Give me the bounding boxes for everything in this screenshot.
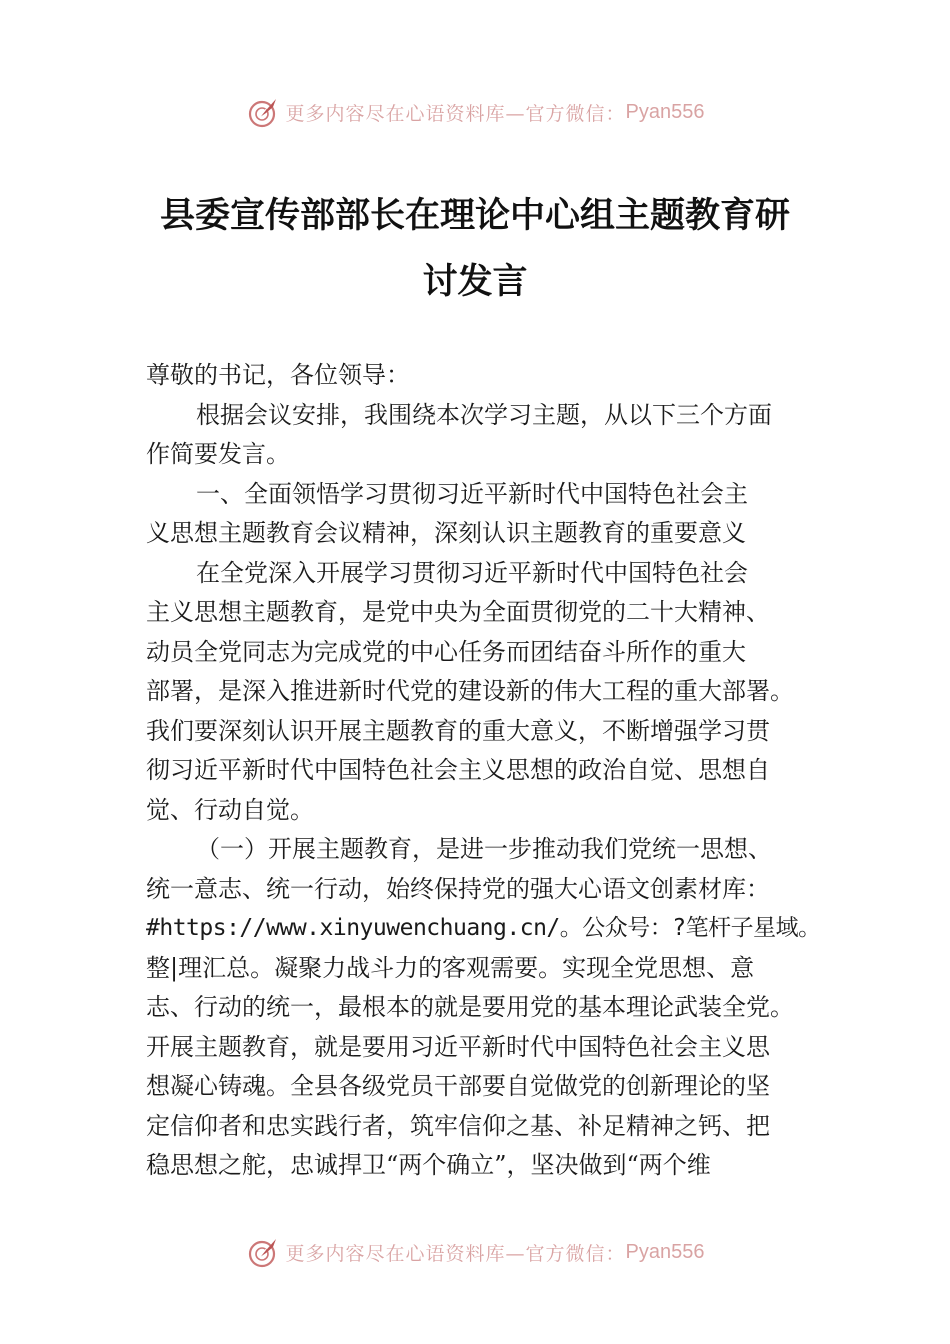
section-heading-line: 义思想主题教育会议精神，深刻认识主题教育的重要意义 [146,519,746,547]
watermark-text: 更多内容尽在心语资料库—官方微信： [285,102,626,125]
body-line: 根据会议安排，我围绕本次学习主题，从以下三个方面 [196,400,772,429]
document-body [146,356,836,1186]
body-line: 稳思想之舵，忠诚捍卫“两个确立”，坚决做到“两个维 [146,1151,711,1179]
body-line: 作简要发言。 [146,440,290,468]
body-line: 我们要深刻认识开展主题教育的重大意义，不断增强学习贯 [146,716,770,745]
body-line: 开展主题教育，就是要用习近平新时代中国特色社会主义思 [146,1032,770,1061]
body-line: 志、行动的统一，最根本的就是要用党的基本理论武装全党。 [146,993,794,1021]
header-watermark-banner [0,92,950,132]
salutation: 尊敬的书记，各位领导： [146,361,410,389]
quill-seal-logo-icon [246,95,280,129]
section-heading-line: 一、全面领悟学习贯彻习近平新时代中国特色社会主 [196,479,748,508]
body-line: 想凝心铸魂。全县各级党员干部要自觉做党的创新理论的坚 [146,1072,770,1100]
body-line: 主义思想主题教育，是党中央为全面贯彻党的二十大精神、 [146,598,770,626]
document-title-line-2: 讨发言 [422,261,528,302]
body-line: 部署，是深入推进新时代党的建设新的伟大工程的重大部署。 [146,677,794,705]
watermark-id: Pyan556 [625,100,705,123]
subsection-line: （一）开展主题教育，是进一步推动我们党统一思想、 [196,835,772,863]
body-line: 整|理汇总。凝聚力战斗力的客观需要。实现全党思想、意 [146,953,755,982]
body-line: 在全党深入开展学习贯彻习近平新时代中国特色社会 [196,558,748,587]
body-line: 觉、行动自觉。 [146,795,314,824]
quill-seal-logo-icon [246,1235,280,1269]
body-line: 动员全党同志为完成党的中心任务而团结奋斗所作的重大 [146,637,746,666]
watermark-id: Pyan556 [625,1240,705,1263]
url-line: #https://www.xinyuwenchuang.cn/。公众号：?笔杆子星域。 [146,915,821,941]
watermark-text: 更多内容尽在心语资料库—官方微信： [285,1242,626,1265]
document-title-line-1: 县委宣传部部长在理论中心组主题教育研 [159,195,790,236]
body-line: 定信仰者和忠实践行者，筑牢信仰之基、补足精神之钙、把 [146,1111,770,1140]
body-line: 统一意志、统一行动，始终保持党的强大心语文创素材库： [146,874,770,903]
footer-watermark-banner [0,1232,950,1272]
body-line: 彻习近平新时代中国特色社会主义思想的政治自觉、思想自 [146,756,770,784]
